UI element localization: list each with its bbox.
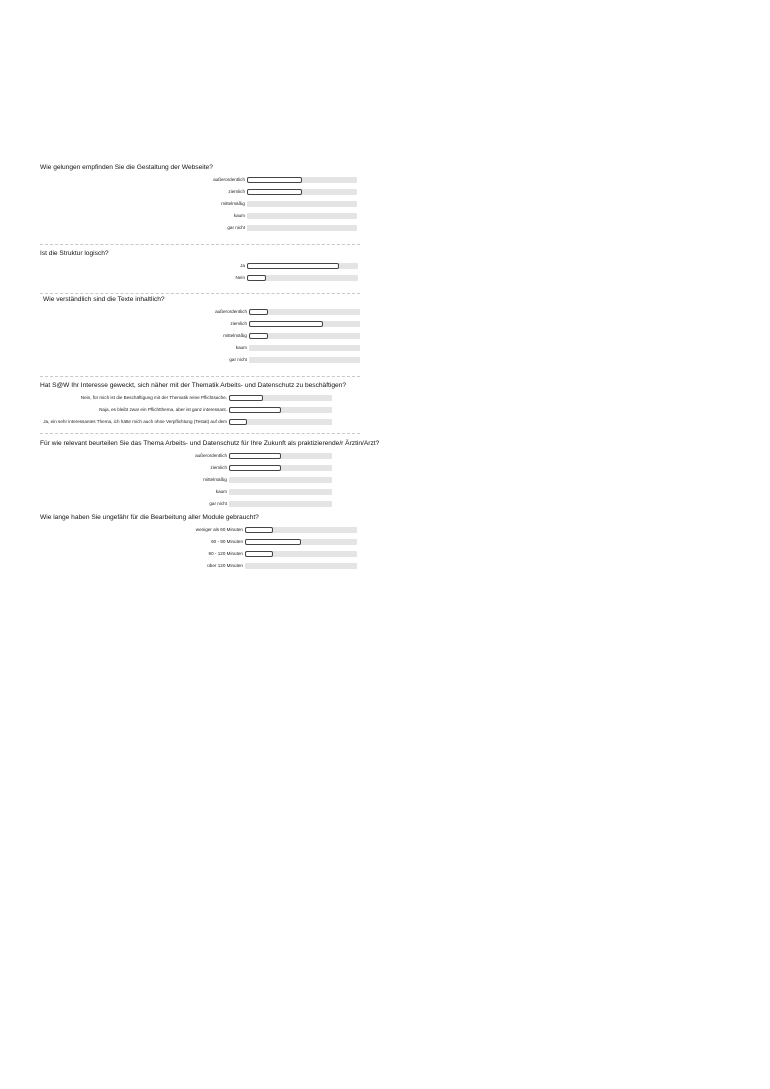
question-title: Wie lange haben Sie ungefähr für die Bearbeitung aller Module gebraucht? <box>40 514 259 521</box>
answer-row <box>40 176 362 188</box>
answer-label: 90 - 120 Minuten <box>208 551 243 556</box>
answer-row <box>40 344 362 356</box>
answer-label: kaum <box>233 213 245 218</box>
answer-row <box>40 274 362 286</box>
bar-track <box>247 263 358 269</box>
bar-track <box>249 357 360 363</box>
bar <box>249 333 268 339</box>
answer-row <box>40 224 362 236</box>
answer-row <box>40 308 362 320</box>
answer-row <box>40 476 362 488</box>
answer-row <box>40 320 362 332</box>
bar-track <box>249 321 360 327</box>
answer-label: 60 - 90 Minuten <box>211 539 243 544</box>
bar-track <box>245 539 357 545</box>
bar-track <box>229 477 332 483</box>
bar <box>245 527 273 533</box>
bar-track <box>247 225 357 231</box>
answer-label: Naja, es bleibt zwar ein Pflichtthema, aber ist ganz interessant. <box>99 407 227 412</box>
answer-label: außerordentlich <box>215 309 247 314</box>
answer-row <box>40 262 362 274</box>
answer-label: kaum <box>235 345 247 350</box>
answer-label: außerordentlich <box>195 453 227 458</box>
answer-label: kaum <box>215 489 227 494</box>
bar <box>247 177 302 183</box>
answer-row <box>40 394 362 406</box>
question-6 <box>40 514 362 574</box>
question-title: Ist die Struktur logisch? <box>40 250 109 257</box>
bar-track <box>229 465 332 471</box>
bar <box>245 551 273 557</box>
bar-track <box>245 527 357 533</box>
bar <box>229 419 247 425</box>
answer-label: weniger als 60 Minuten <box>195 527 243 532</box>
answer-row <box>40 452 362 464</box>
bar-track <box>247 201 357 207</box>
answer-row <box>40 406 362 418</box>
section-divider <box>40 244 360 245</box>
bar-track <box>229 395 332 401</box>
answer-row <box>40 188 362 200</box>
bar <box>229 407 281 413</box>
bar <box>249 309 268 315</box>
question-1 <box>40 164 362 236</box>
answer-label: Nein, für mich ist die Beschäftigung mit der Thematik reine Pflichtsache. <box>80 395 227 400</box>
question-4 <box>40 382 362 430</box>
answer-row <box>40 212 362 224</box>
answer-row <box>40 500 362 512</box>
answer-row <box>40 526 362 538</box>
bar <box>247 263 339 269</box>
answer-row <box>40 562 362 574</box>
answer-label: Ja <box>240 263 245 268</box>
bar-track <box>229 453 332 459</box>
answer-row <box>40 356 362 368</box>
answer-label: gar nicht <box>227 225 245 230</box>
answer-row <box>40 550 362 562</box>
bar-track <box>229 501 332 507</box>
bar-track <box>229 489 332 495</box>
answer-row <box>40 332 362 344</box>
section-divider <box>40 293 360 294</box>
bar-track <box>249 345 360 351</box>
answer-row <box>40 200 362 212</box>
bar-track <box>247 189 357 195</box>
answer-label: Ja, ein sehr interessantes Thema, ich hätte mich auch ohne Verpflichtung (Testat) auf dem <box>43 419 227 424</box>
answer-label: mittelmäßig <box>221 201 245 206</box>
answer-label: mittelmäßig <box>223 333 247 338</box>
answer-row <box>40 418 362 430</box>
bar-track <box>249 333 360 339</box>
answer-row <box>40 488 362 500</box>
question-title: Wie verständlich sind die Texte inhaltlich? <box>43 296 165 303</box>
bar-track <box>229 419 332 425</box>
bar <box>245 539 301 545</box>
bar-track <box>245 551 357 557</box>
bar <box>229 453 281 459</box>
answer-label: ziemlich <box>228 189 245 194</box>
answer-label: über 120 Minuten <box>207 563 243 568</box>
bar-track <box>247 213 357 219</box>
question-title: Hat S@W Ihr Interesse geweckt, sich näher mit der Thematik Arbeits- und Datenschutz zu beschäftigen? <box>40 382 346 389</box>
bar-track <box>249 309 360 315</box>
answer-label: außerordentlich <box>213 177 245 182</box>
answer-label: mittelmäßig <box>203 477 227 482</box>
section-divider <box>40 433 360 434</box>
question-5 <box>40 440 380 512</box>
question-2 <box>40 250 362 286</box>
bar-track <box>229 407 332 413</box>
bar-track <box>245 563 357 569</box>
answer-label: Nein <box>235 275 245 280</box>
answer-label: gar nicht <box>209 501 227 506</box>
answer-row <box>40 538 362 550</box>
bar <box>229 395 263 401</box>
question-title: Für wie relevant beurteilen Sie das Thema Arbeits- und Datenschutz für Ihre Zukunft als praktizierende/r Ärztin/Arzt? <box>40 440 380 447</box>
section-divider <box>40 376 360 377</box>
bar <box>247 189 302 195</box>
bar-track <box>247 177 357 183</box>
bar <box>247 275 266 281</box>
question-title: Wie gelungen empfinden Sie die Gestaltung der Webseite? <box>40 164 213 171</box>
bar <box>229 465 281 471</box>
answer-label: gar nicht <box>229 357 247 362</box>
bar-track <box>247 275 358 281</box>
bar <box>249 321 323 327</box>
answer-label: ziemlich <box>210 465 227 470</box>
answer-label: ziemlich <box>230 321 247 326</box>
question-3 <box>40 296 362 368</box>
answer-row <box>40 464 362 476</box>
